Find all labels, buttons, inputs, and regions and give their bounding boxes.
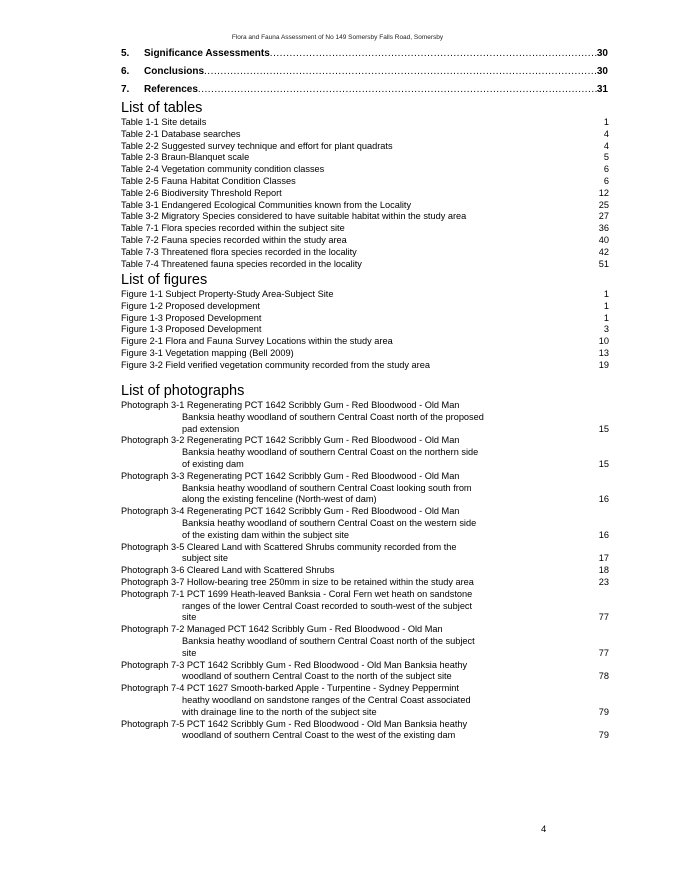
photo-entry-page: 79	[598, 730, 609, 741]
toc-entry[interactable]	[121, 81, 608, 99]
photo-caption-line: Photograph 3-7 Hollow-bearing tree 250mm in size to be retained within the study area	[121, 576, 474, 587]
photo-caption-line: Photograph 3-5 Cleared Land with Scattered Shrubs community recorded from the	[121, 541, 457, 552]
list-entry-label: Table 2-3 Braun-Blanquet scale	[121, 152, 250, 163]
photo-caption-line: woodland of southern Central Coast to the north of the subject site	[182, 671, 452, 682]
list-entry-page: 51	[598, 258, 609, 269]
photo-caption-line: Banksia heathy woodland of southern Central Coast north of the subject	[182, 635, 475, 646]
list-entry[interactable]	[121, 188, 609, 200]
photo-caption-line: site	[182, 647, 197, 658]
photo-caption-line: Banksia heathy woodland of southern Central Coast on the western side	[182, 517, 477, 528]
list-entry[interactable]	[121, 117, 609, 129]
toc-entry-number: 5.	[121, 48, 130, 59]
toc-main-entries	[121, 45, 608, 99]
list-entry-page: 12	[598, 187, 609, 198]
photo-caption-line: Photograph 7-1 PCT 1699 Heath-leaved Banksia - Coral Fern wet heath on sandstone	[121, 588, 473, 599]
photo-caption-line: subject site	[182, 553, 228, 564]
photo-caption-line: Photograph 3-2 Regenerating PCT 1642 Scribbly Gum - Red Bloodwood - Old Man	[121, 435, 460, 446]
toc-leader-dots	[198, 81, 597, 99]
list-entry[interactable]	[121, 200, 609, 212]
list-entry-label: Table 2-2 Suggested survey technique and effort for plant quadrats	[121, 140, 393, 151]
list-entry-page: 42	[598, 246, 609, 257]
list-entry-page: 4	[603, 128, 609, 139]
list-entry[interactable]	[121, 235, 609, 247]
photo-caption-line: site	[182, 612, 197, 623]
list-entry-label: Figure 3-2 Field verified vegetation community recorded from the study area	[121, 359, 430, 370]
photo-entry-page: 77	[598, 647, 609, 658]
photo-entry[interactable]	[121, 719, 609, 743]
list-entry-page: 40	[598, 234, 609, 245]
photo-entry[interactable]	[121, 506, 609, 541]
photo-entry-caption	[121, 683, 585, 718]
photo-caption-line: along the existing fenceline (North-west of dam)	[182, 494, 377, 505]
photo-entry[interactable]	[121, 542, 609, 566]
photo-caption-line: Photograph 7-5 PCT 1642 Scribbly Gum - Red Bloodwood - Old Man Banksia heathy	[121, 718, 468, 729]
list-entry[interactable]	[121, 289, 609, 301]
photo-entry[interactable]	[121, 683, 609, 718]
list-entry-page: 36	[598, 223, 609, 234]
photo-caption-line: with drainage line to the north of the subject site	[182, 706, 377, 717]
toc-entry-number: 6.	[121, 66, 130, 77]
toc-entry[interactable]	[121, 63, 608, 81]
list-entry-page: 10	[598, 336, 609, 347]
photo-caption-line: heathy woodland on sandstone ranges of the Central Coast associated	[182, 694, 471, 705]
toc-entry-page: 30	[596, 48, 608, 59]
photo-caption-line: of the existing dam within the subject site	[182, 529, 349, 540]
photo-entry[interactable]	[121, 589, 609, 624]
page-number: 4	[541, 824, 547, 835]
list-entry[interactable]	[121, 348, 609, 360]
list-entry-label: Figure 1-3 Proposed Development	[121, 324, 262, 335]
list-entry-label: Table 7-1 Flora species recorded within the subject site	[121, 223, 345, 234]
list-entry-page: 4	[603, 140, 609, 151]
list-entry-label: Table 3-1 Endangered Ecological Communities known from the Locality	[121, 199, 412, 210]
section-title: List of figures	[121, 272, 208, 288]
photo-entry-caption	[121, 719, 585, 743]
list-entry[interactable]	[121, 336, 609, 348]
list-entry[interactable]	[121, 141, 609, 153]
photo-caption-line: Photograph 3-3 Regenerating PCT 1642 Scribbly Gum - Red Bloodwood - Old Man	[121, 470, 460, 481]
photo-entry[interactable]	[121, 660, 609, 684]
photo-entry-caption	[121, 435, 585, 470]
list-entry-page: 1	[603, 312, 609, 323]
list-entry-page: 6	[603, 164, 609, 175]
photo-entry-page: 17	[598, 553, 609, 564]
photo-caption-line: Banksia heathy woodland of southern Central Coast north of the proposed	[182, 411, 484, 422]
photo-caption-line: Banksia heathy woodland of southern Central Coast looking south from	[182, 482, 472, 493]
photo-caption-line: Photograph 7-3 PCT 1642 Scribbly Gum - Red Bloodwood - Old Man Banksia heathy	[121, 659, 468, 670]
photo-entry-caption	[121, 542, 585, 566]
toc-leader-dots	[270, 45, 597, 63]
list-entry-label: Table 2-1 Database searches	[121, 128, 241, 139]
photo-entry[interactable]	[121, 624, 609, 659]
photo-entry-page: 16	[598, 529, 609, 540]
list-entry-page: 13	[598, 347, 609, 358]
toc-entry-label: Significance Assessments	[144, 48, 270, 59]
photo-caption-line: pad extension	[182, 423, 240, 434]
photo-entry-caption	[121, 506, 585, 541]
list-entry-page: 1	[603, 117, 609, 127]
list-entry-page: 3	[603, 324, 609, 335]
list-entry-page: 6	[603, 175, 609, 186]
photo-entry-caption	[121, 565, 585, 577]
list-entry[interactable]	[121, 152, 609, 164]
list-entry-label: Table 2-6 Biodiversity Threshold Report	[121, 187, 282, 198]
photo-caption-line: of existing dam	[182, 458, 244, 469]
list-entry-label: Table 1-1 Site details	[121, 117, 207, 127]
list-entry-page: 1	[603, 289, 609, 299]
list-entry[interactable]	[121, 223, 609, 235]
toc-entry-label: References	[144, 84, 198, 95]
list-entry-page: 1	[603, 300, 609, 311]
toc-entry-label: Conclusions	[144, 66, 205, 77]
photo-entry[interactable]	[121, 435, 609, 470]
toc-leader-dots	[204, 63, 597, 81]
photo-caption-line: Photograph 7-2 Managed PCT 1642 Scribbly Gum - Red Bloodwood - Old Man	[121, 624, 443, 635]
list-entry-label: Table 2-4 Vegetation community condition classes	[121, 164, 325, 175]
list-of-tables	[121, 100, 609, 270]
toc-entry-number: 7.	[121, 84, 130, 95]
list-entry-label: Table 2-5 Fauna Habitat Condition Classes	[121, 175, 296, 186]
list-entry-page: 27	[598, 211, 609, 222]
list-entry-label: Table 7-3 Threatened flora species recorded in the locality	[121, 246, 357, 257]
list-entry[interactable]	[121, 176, 609, 188]
list-entry[interactable]	[121, 360, 609, 372]
photo-entry[interactable]	[121, 577, 609, 589]
list-entry-label: Table 7-2 Fauna species recorded within the study area	[121, 234, 347, 245]
photographs-list	[121, 400, 609, 742]
list-entry[interactable]	[121, 164, 609, 176]
list-entry-page: 5	[603, 152, 609, 163]
list-entry-label: Figure 2-1 Flora and Fauna Survey Locations within the study area	[121, 336, 393, 347]
photo-entry-page: 79	[598, 706, 609, 717]
photo-caption-line: Photograph 7-4 PCT 1627 Smooth-barked Apple - Turpentine - Sydney Peppermint	[121, 683, 459, 694]
list-entry-label: Figure 1-1 Subject Property-Study Area-Subject Site	[121, 289, 334, 299]
list-entry[interactable]	[121, 324, 609, 336]
list-entry-page: 19	[598, 359, 609, 370]
toc-entry-page: 30	[596, 66, 608, 77]
list-entry[interactable]	[121, 129, 609, 141]
list-entry[interactable]	[121, 259, 609, 271]
section-title: List of tables	[121, 100, 203, 116]
photo-entry-caption	[121, 624, 585, 659]
list-entry[interactable]	[121, 301, 609, 313]
list-entry-label: Table 3-2 Migratory Species considered to have suitable habitat within the study area	[121, 211, 467, 222]
section-title: List of photographs	[121, 383, 245, 399]
photo-entry-page: 16	[598, 494, 609, 505]
tables-list	[121, 117, 609, 270]
photo-entry-page: 18	[598, 565, 609, 576]
photo-entry[interactable]	[121, 565, 609, 577]
list-entry-label: Figure 3-1 Vegetation mapping (Bell 2009)	[121, 347, 294, 358]
toc-entry-page: 31	[596, 84, 608, 95]
photo-entry[interactable]	[121, 471, 609, 506]
list-entry-page: 25	[598, 199, 609, 210]
photo-entry-caption	[121, 400, 585, 435]
photo-entry-page: 78	[598, 671, 609, 682]
photo-caption-line: ranges of the lower Central Coast recorded to south-west of the subject	[182, 600, 473, 611]
list-entry-label: Figure 1-2 Proposed development	[121, 300, 260, 311]
list-entry-label: Table 7-4 Threatened fauna species recorded in the locality	[121, 258, 362, 269]
photo-entry-caption	[121, 589, 585, 624]
photo-caption-line: Photograph 3-1 Regenerating PCT 1642 Scribbly Gum - Red Bloodwood - Old Man	[121, 400, 460, 410]
photo-entry-page: 77	[598, 612, 609, 623]
photo-entry[interactable]	[121, 400, 609, 435]
photo-entry-page: 15	[598, 458, 609, 469]
photo-entry-caption	[121, 471, 585, 506]
photo-caption-line: Photograph 3-6 Cleared Land with Scattered Shrubs	[121, 565, 335, 576]
figures-list	[121, 289, 609, 372]
list-entry[interactable]	[121, 247, 609, 259]
list-entry[interactable]	[121, 211, 609, 223]
photo-entry-page: 15	[598, 423, 609, 434]
photo-caption-line: Banksia heathy woodland of southern Central Coast on the northern side	[182, 447, 479, 458]
running-header: Flora and Fauna Assessment of No 149 Somersby Falls Road, Somersby	[231, 34, 444, 41]
photo-entry-caption	[121, 577, 585, 589]
list-of-figures	[121, 272, 609, 372]
toc-entry[interactable]	[121, 45, 608, 63]
photo-caption-line: woodland of southern Central Coast to the west of the existing dam	[182, 730, 456, 741]
list-entry[interactable]	[121, 313, 609, 325]
list-entry-label: Figure 1-3 Proposed Development	[121, 312, 262, 323]
photo-entry-page: 23	[598, 576, 609, 587]
photo-entry-caption	[121, 660, 585, 684]
photo-caption-line: Photograph 3-4 Regenerating PCT 1642 Scribbly Gum - Red Bloodwood - Old Man	[121, 506, 460, 517]
list-of-photographs	[121, 383, 609, 742]
